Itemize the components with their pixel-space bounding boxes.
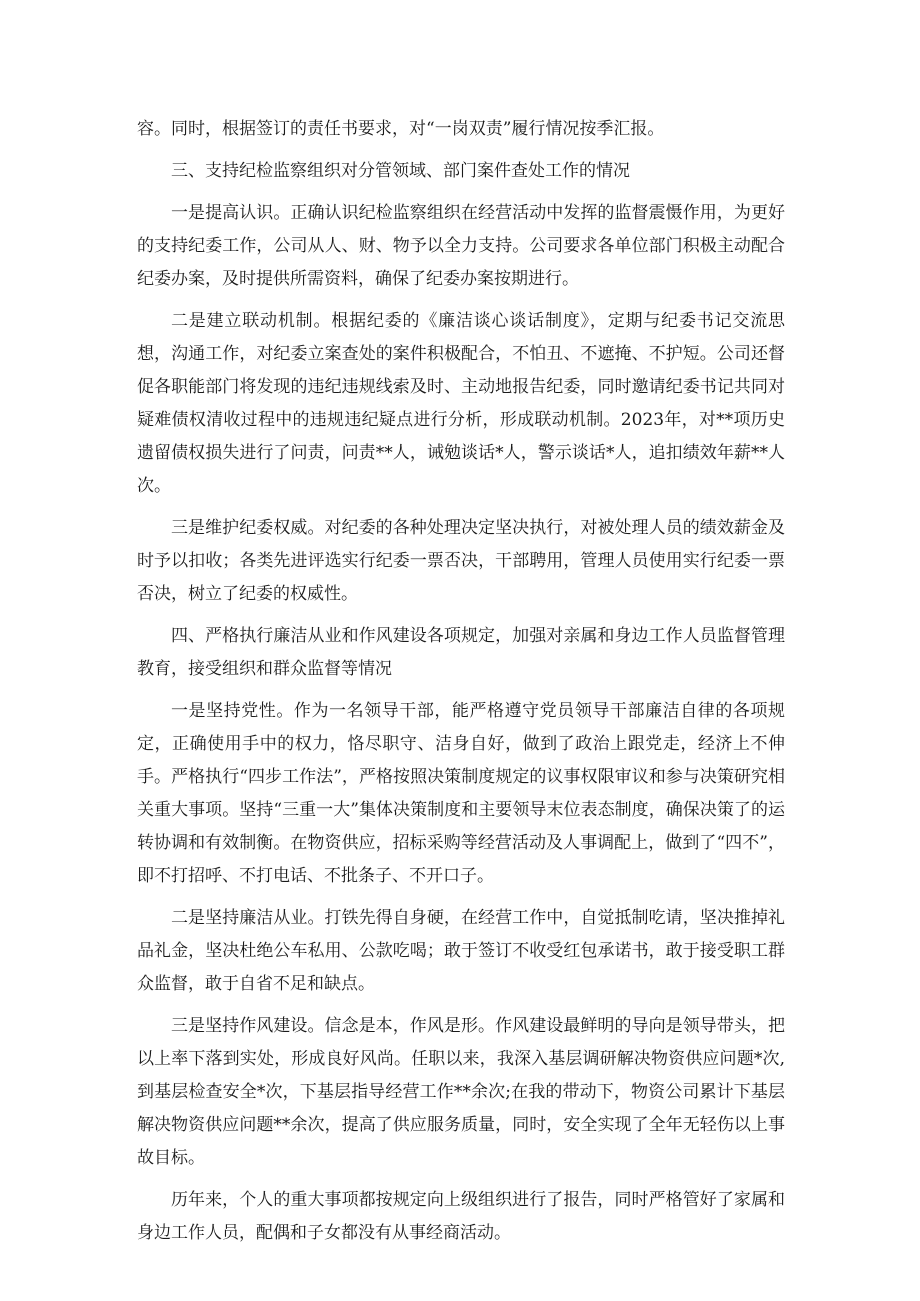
paragraph-personal-matters: 历年来，个人的重大事项都按规定向上级组织进行了报告，同时严格管好了家属和身边工作人员，配偶和子女都没有从事经商活动。 bbox=[137, 1190, 785, 1243]
paragraph-continuation: 容。同时，根据签订的责任书要求，对“一岗双责”履行情况按季汇报。 bbox=[137, 119, 665, 139]
paragraph-work-style: 三是坚持作风建设。信念是本，作风是形。作风建设最鲜明的导向是领导带头，把以上率下落到实处，形成良好风尚。任职以来，我深入基层调研解决物资供应问题*次,到基层检查安全*次，下基层指导经营工作**余次;在我的带动下，物资公司累计下基层解决物资供应问题**余次，提高了供应服务质量，同时，安全实现了全年无轻伤以上事故目标。 bbox=[137, 1016, 785, 1168]
paragraph-raise-awareness: 一是提高认识。正确认识纪检监察组织在经营活动中发挥的监督震慑作用，为更好的支持纪委工作，公司从人、财、物予以全力支持。公司要求各单位部门积极主动配合纪委办案，及时提供所需资料，确保了纪委办案按期进行。 bbox=[137, 203, 785, 289]
paragraph-linkage-mechanism: 二是建立联动机制。根据纪委的《廉洁谈心谈话制度》，定期与纪委书记交流思想，沟通工作，对纪委立案查处的案件积极配合，不怕丑、不遮掩、不护短。公司还督促各职能部门将发现的违纪违规线索及时、主动地报告纪委，同时邀请纪委书记共同对疑难债权清收过程中的违规违纪疑点进行分析，形成联动机制。2023年，对**项历史遗留债权损失进行了问责，问责**人，诫勉谈话*人，警示谈话*人，追扣绩效年薪**人次。 bbox=[137, 311, 785, 496]
paragraph-party-spirit: 一是坚持党性。作为一名领导干部，能严格遵守党员领导干部廉洁自律的各项规定，正确使用手中的权力，恪尽职守、洁身自好，做到了政治上跟党走，经济上不伸手。严格执行“四步工作法”，严格按照决策制度规定的议事权限审议和参与决策研究相关重大事项。坚持“三重一大”集体决策制度和主要领导末位表态制度，确保决策了的运转协调和有效制衡。在物资供应，招标采购等经营活动及人事调配上，做到了“四不”，即不打招呼、不打电话、不批条子、不开口子。 bbox=[137, 701, 785, 886]
paragraph-maintain-authority: 三是维护纪委权威。对纪委的各种处理决定坚决执行，对被处理人员的绩效薪金及时予以扣收；各类先进评选实行纪委一票否决，干部聘用，管理人员使用实行纪委一票否决，树立了纪委的权威性。 bbox=[137, 518, 785, 604]
section-heading-three: 三、支持纪检监察组织对分管领域、部门案件查处工作的情况 bbox=[171, 161, 630, 181]
document-body bbox=[137, 113, 785, 1259]
paragraph-clean-conduct: 二是坚持廉洁从业。打铁先得自身硬，在经营工作中，自觉抵制吃请，坚决推掉礼品礼金，坚决杜绝公车私用、公款吃喝；敢于签订不收受红包承诺书，敢于接受职工群众监督，敢于自省不足和缺点。 bbox=[137, 908, 785, 994]
section-heading-four: 四、严格执行廉洁从业和作风建设各项规定，加强对亲属和身边工作人员监督管理教育，接受组织和群众监督等情况 bbox=[137, 626, 785, 679]
